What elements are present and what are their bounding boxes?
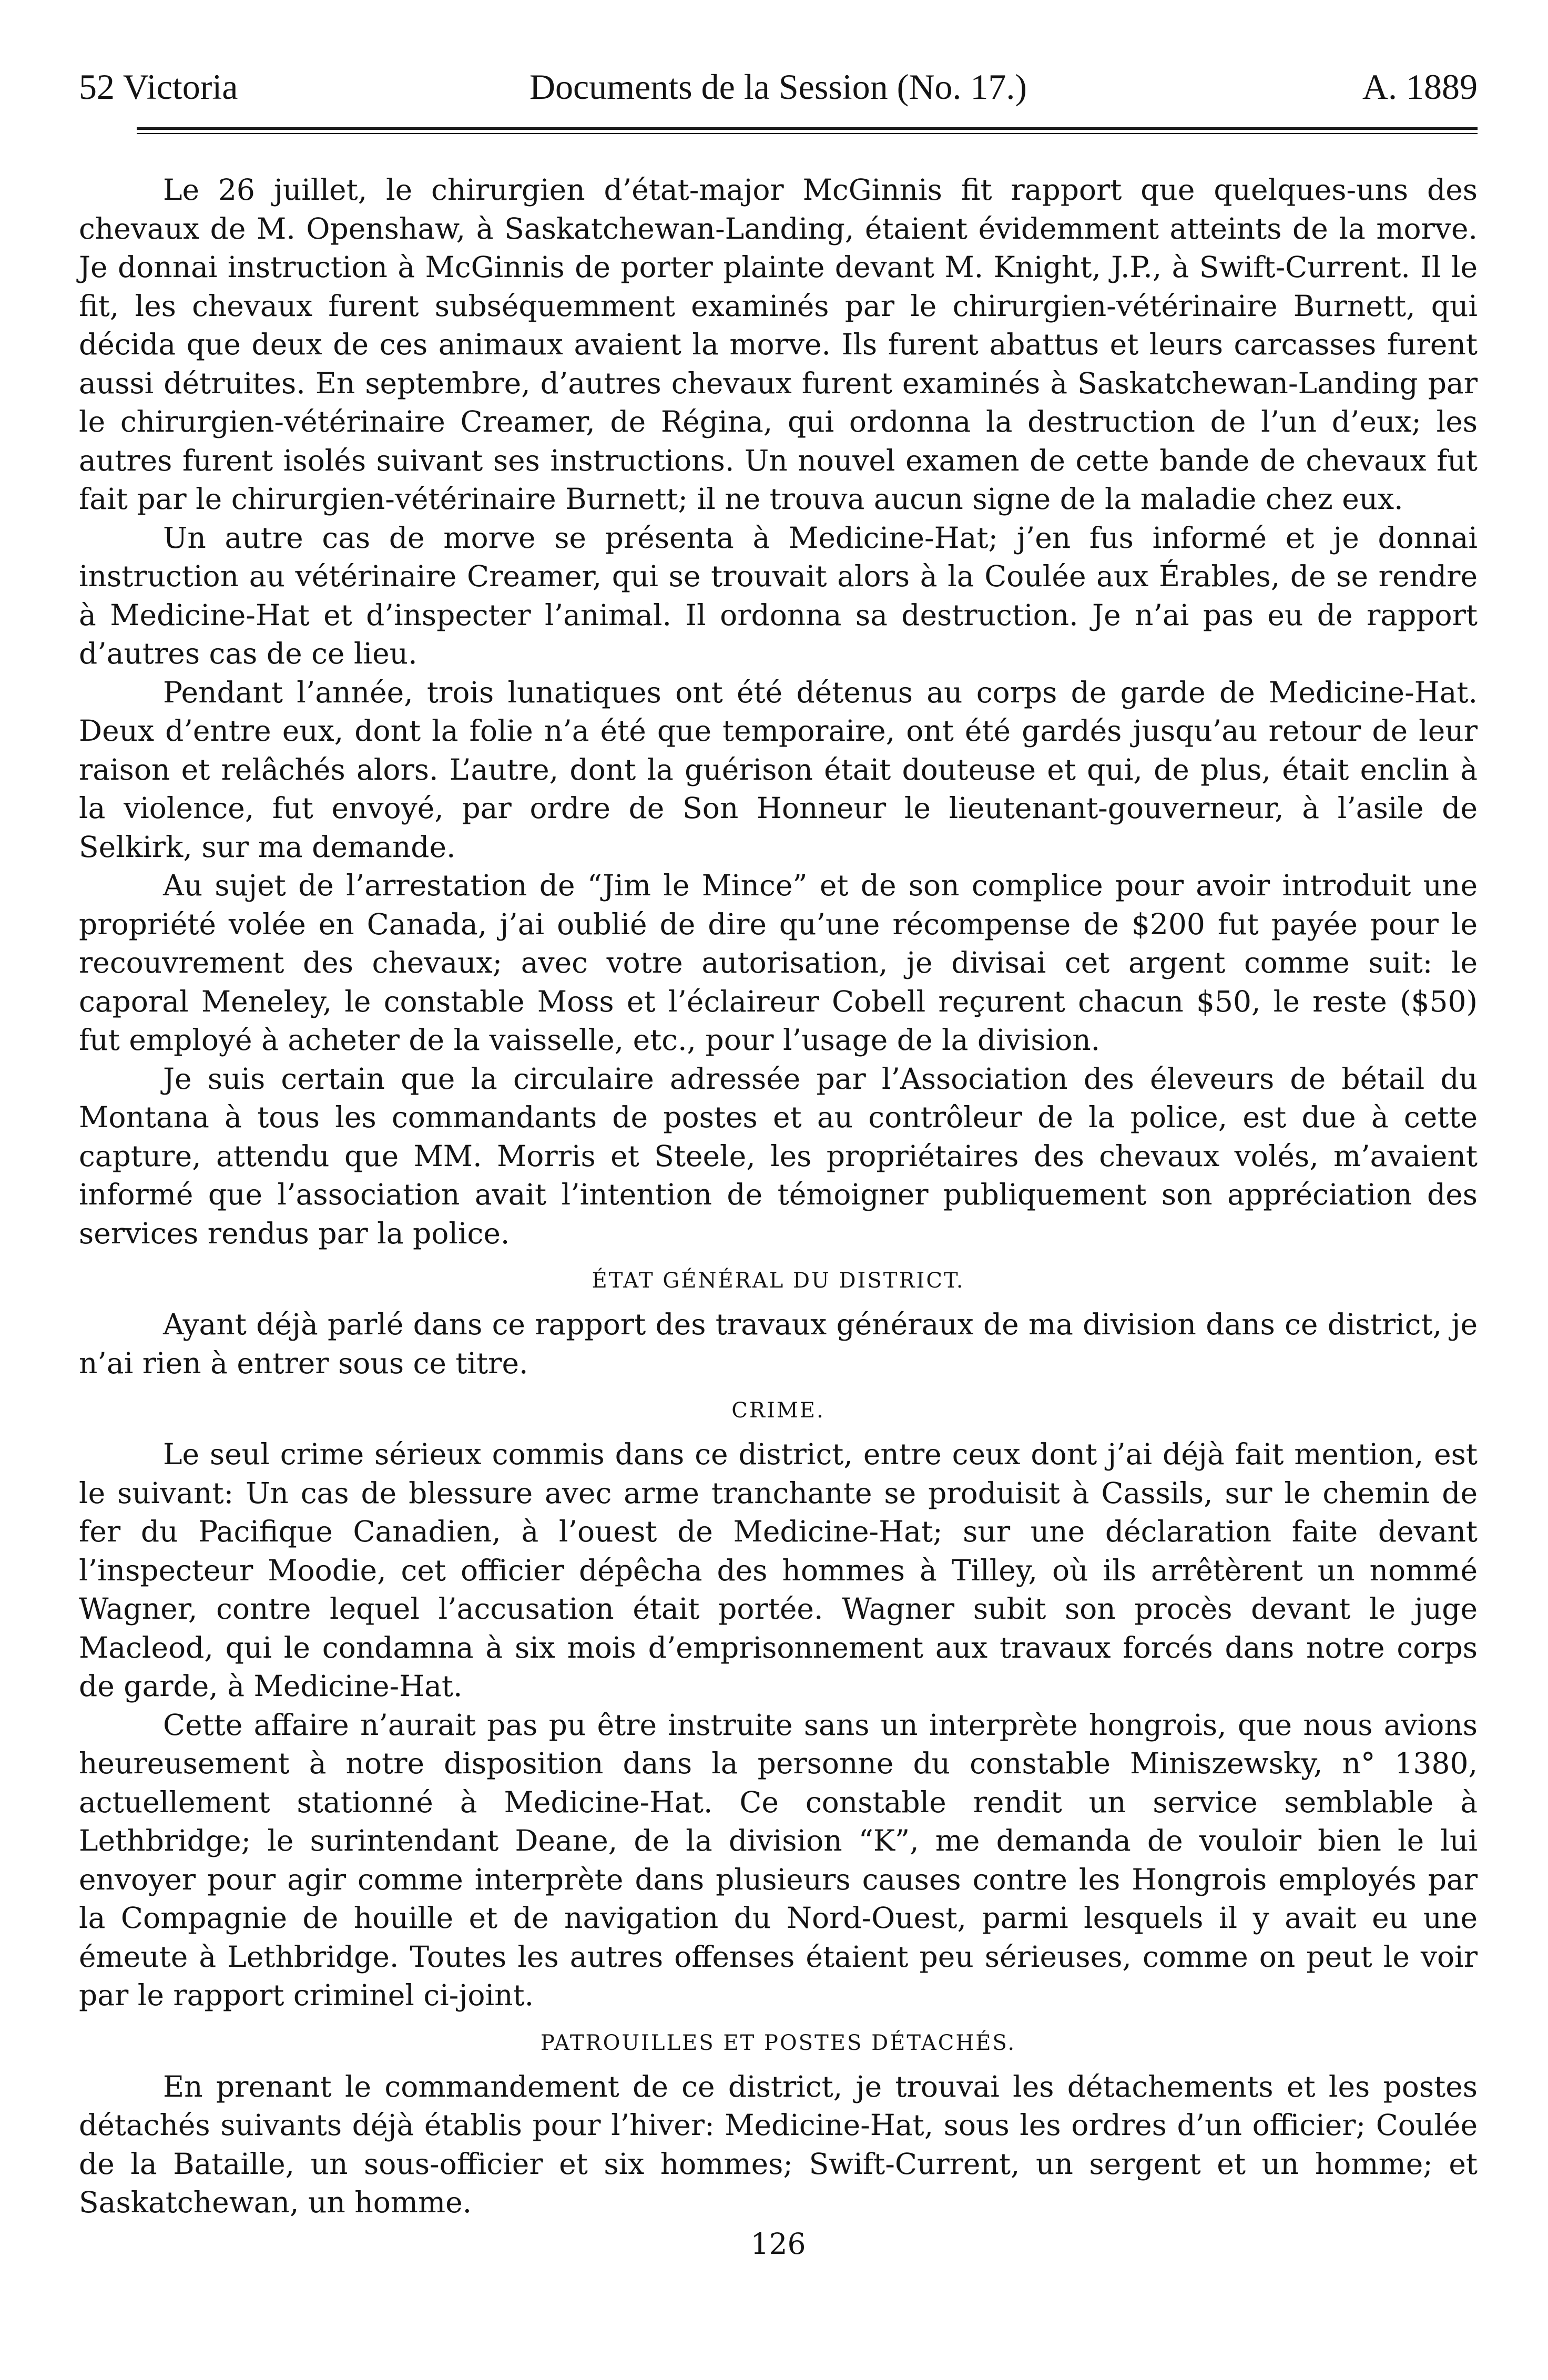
paragraph-recompense: Au sujet de l’arrestation de “Jim le Mince” et de son complice pour avoir introduit une propriété volée en Canada, j’ai oublié de dire qu’une récompense de $200 fut payée pour le recouvrement des chevaux; avec votre autorisation, je divisai cet argent comme suit: le caporal Meneley, le constable Moss et l’éclaireur Cobell reçurent chacun $50, le reste ($50) fut employé à acheter de la vaisselle, etc., pour l’usage de la division.: [79, 869, 1478, 1057]
header-double-rule: [137, 127, 1478, 134]
paragraph-patrouilles: En prenant le commandement de ce district, je trouvai les détachements et les postes détachés suivants déjà établis pour l’hiver: Medicine-Hat, sous les ordres d’un officier; Coulée de la Bataille, un sous-officier et six hommes; Swift-Current, un sergent et un homme; et Saskatchewan, un homme.: [79, 2069, 1478, 2219]
heading-etat-general: ÉTAT GÉNÉRAL DU DISTRICT.: [592, 1269, 965, 1293]
header-document-title: Documents de la Session (No. 17.): [529, 67, 1027, 107]
paragraph-circulaire: Je suis certain que la circulaire adressée par l’Association des éleveurs de bétail du Montana à tous les commandants de postes et au contrôleur de la police, est due à cette capture, attendu que MM. Morris et Steele, les propriétaires des chevaux volés, m’avaient informé que l’association avait l’intention de témoigner publiquement son appréciation des services rendus par la police.: [79, 1061, 1478, 1250]
paragraph-lunatiques: Pendant l’année, trois lunatiques ont été détenus au corps de garde de Medicine-Hat. Deux d’entre eux, dont la folie n’a été que temporaire, ont été gardés jusqu’au retour de leur raison et relâchés alors. L’autre, dont la guérison était douteuse et qui, de plus, était enclin à la violence, fut envoyé, par ordre de Son Honneur le lieutenant-gouverneur, à l’asile de Selkirk, sur ma demande.: [79, 675, 1478, 864]
document-page: [79, 53, 1478, 2262]
paragraph-morve-medicine-hat: Un autre cas de morve se présenta à Medicine-Hat; j’en fus informé et je donnai instruction au vétérinaire Creamer, qui se trouvait alors à la Coulée aux Érables, de se rendre à Medicine-Hat et d’inspecter l’animal. Il ordonna sa destruction. Je n’ai pas eu de rapport d’autres cas de ce lieu.: [79, 520, 1478, 670]
paragraph-crime-wagner: Le seul crime sérieux commis dans ce district, entre ceux dont j’ai déjà fait mention, est le suivant: Un cas de blessure avec arme tranchante se produisit à Cassils, sur le chemin de fer du Pacifique Canadien, à l’ouest de Medicine-Hat; sur une déclaration faite devant l’inspecteur Moodie, cet officier dépêcha des hommes à Tilley, où ils arrêtèrent un nommé Wagner, contre lequel l’accusation était portée. Wagner subit son procès devant le juge Macleod, qui le condamna à six mois d’emprisonnement aux travaux forcés dans notre corps de garde, à Medicine-Hat.: [79, 1437, 1478, 1703]
paragraph-morve-saskatchewan: Le 26 juillet, le chirurgien d’état-major McGinnis fit rapport que quelques-uns des chevaux de M. Openshaw, à Saskatchewan-Landing, étaient évidemment atteints de la morve. Je donnai instruction à McGinnis de porter plainte devant M. Knight, J.P., à Swift-Current. Il le fit, les chevaux furent subséquemment examinés par le chirurgien-vétérinaire Burnett, qui décida que deux de ces animaux avaient la morve. Ils furent abattus et leurs carcasses furent aussi détruites. En septembre, d’autres chevaux furent examinés à Saskatchewan-Landing par le chirurgien-vétérinaire Creamer, de Régina, qui ordonna la destruction de l’un d’eux; les autres furent isolés suivant ses instructions. Un nouvel examen de cette bande de chevaux fut fait par le chirurgien-vétérinaire Burnett; il ne trouva aucun signe de la maladie chez eux.: [79, 173, 1478, 516]
heading-crime: CRIME.: [731, 1398, 825, 1423]
page-number: 126: [750, 2226, 806, 2261]
header-annee: A. 1889: [1362, 67, 1478, 107]
heading-patrouilles: PATROUILLES ET POSTES DÉTACHÉS.: [540, 2030, 1016, 2055]
paragraph-etat-general: Ayant déjà parlé dans ce rapport des travaux généraux de ma division dans ce district, je n’ai rien à entrer sous ce titre.: [79, 1308, 1478, 1380]
paragraph-crime-interprete: Cette affaire n’aurait pas pu être instruite sans un interprète hongrois, que nous avions heureusement à notre disposition dans la personne du constable Miniszewsky, n° 1380, actuellement stationné à Medicine-Hat. Ce constable rendit un service semblable à Lethbridge; le surintendant Deane, de la division “K”, me demanda de vouloir bien le lui envoyer pour agir comme interprète dans plusieurs causes contre les Hongrois employés par la Compagnie de houille et de navigation du Nord-Ouest, parmi lesquels il y avait eu une émeute à Lethbridge. Toutes les autres offenses étaient peu sérieuses, comme on peut le voir par le rapport criminel ci-joint.: [79, 1708, 1478, 2012]
running-header: [79, 53, 1478, 121]
header-session-year: 52 Victoria: [79, 67, 238, 107]
report-body: [79, 171, 1478, 2262]
